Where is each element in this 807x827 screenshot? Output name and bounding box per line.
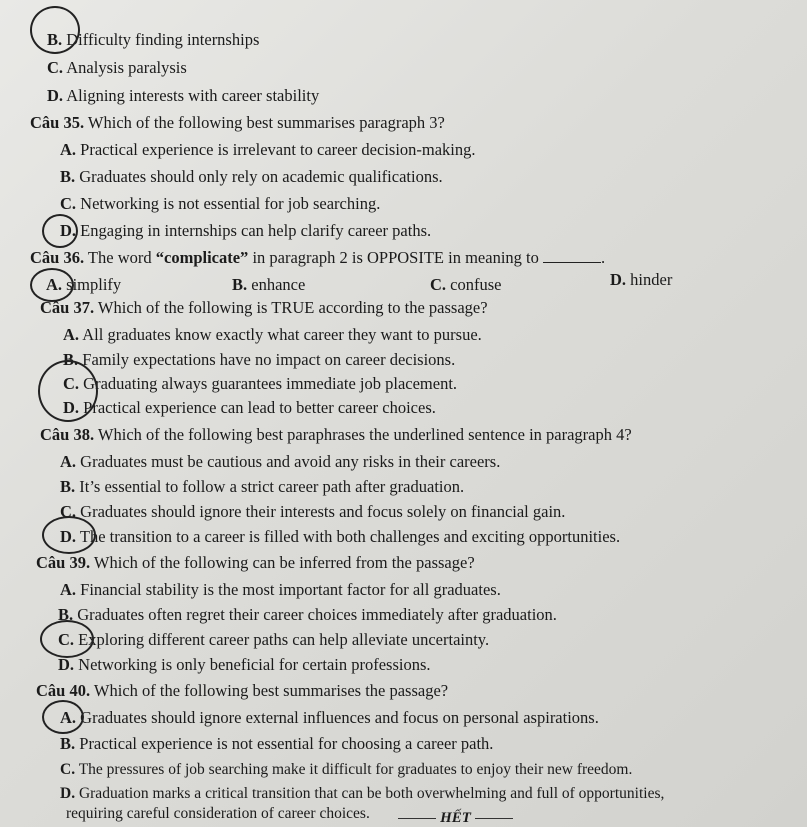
option-row: C. Exploring different career paths can help alleviate uncertainty. bbox=[58, 630, 490, 649]
option-row: C. Graduating always guarantees immediate job placement. bbox=[63, 374, 458, 393]
option-row: C. confuse bbox=[430, 275, 502, 294]
option-row: C. Analysis paralysis bbox=[47, 58, 187, 77]
dash-left bbox=[398, 818, 436, 819]
option-row: B. enhance bbox=[232, 275, 306, 294]
option-row: B. Practical experience is not essential for choosing a career path. bbox=[60, 734, 494, 753]
question-35: Câu 35. Which of the following best summarises paragraph 3? bbox=[30, 113, 445, 132]
option-row: B. Family expectations have no impact on career decisions. bbox=[63, 350, 456, 369]
option-row: A. simplify bbox=[46, 275, 122, 294]
option-row: B. Graduates often regret their career choices immediately after graduation. bbox=[58, 605, 557, 624]
option-row: A. All graduates know exactly what career they want to pursue. bbox=[63, 325, 482, 344]
option-row: D. hinder bbox=[610, 270, 673, 289]
option-row: B. Graduates should only rely on academic qualifications. bbox=[60, 167, 443, 186]
question-39: Câu 39. Which of the following can be inferred from the passage? bbox=[36, 553, 475, 572]
option-row: D. Networking is only beneficial for certain professions. bbox=[58, 655, 431, 674]
option-row: C. Graduates should ignore their interests and focus solely on financial gain. bbox=[60, 502, 566, 521]
option-row: D. Aligning interests with career stability bbox=[47, 86, 320, 105]
option-row: B. Difficulty finding internships bbox=[47, 30, 260, 49]
option-row: A. Graduates should ignore external influences and focus on personal aspirations. bbox=[60, 708, 599, 727]
option-row: A. Graduates must be cautious and avoid any risks in their careers. bbox=[60, 452, 501, 471]
question-36: Câu 36. The word “complicate” in paragraph 2 is OPPOSITE in meaning to . bbox=[30, 248, 606, 267]
option-row: B. It’s essential to follow a strict career path after graduation. bbox=[60, 477, 465, 496]
end-marker: HẾT bbox=[52, 810, 807, 827]
option-row: D. Practical experience can lead to better career choices. bbox=[63, 398, 436, 417]
option-row: C. The pressures of job searching make it difficult for graduates to enjoy their new freedom. bbox=[60, 761, 633, 778]
option-row: D. Graduation marks a critical transition that can be both overwhelming and full of opportunities, bbox=[60, 785, 665, 802]
dash-right bbox=[475, 818, 513, 819]
answer-blank bbox=[543, 250, 601, 263]
option-row: D. The transition to a career is filled with both challenges and exciting opportunities. bbox=[60, 527, 621, 546]
option-row: A. Practical experience is irrelevant to career decision-making. bbox=[60, 140, 476, 159]
option-row: A. Financial stability is the most important factor for all graduates. bbox=[60, 580, 501, 599]
question-40: Câu 40. Which of the following best summarises the passage? bbox=[36, 681, 449, 700]
option-continuation: requiring careful consideration of career choices. bbox=[66, 805, 370, 822]
option-row: D. Engaging in internships can help clarify career paths. bbox=[60, 221, 432, 240]
question-37: Câu 37. Which of the following is TRUE according to the passage? bbox=[40, 298, 488, 317]
question-38: Câu 38. Which of the following best paraphrases the underlined sentence in paragraph 4? bbox=[40, 425, 632, 444]
option-row: C. Networking is not essential for job searching. bbox=[60, 194, 381, 213]
